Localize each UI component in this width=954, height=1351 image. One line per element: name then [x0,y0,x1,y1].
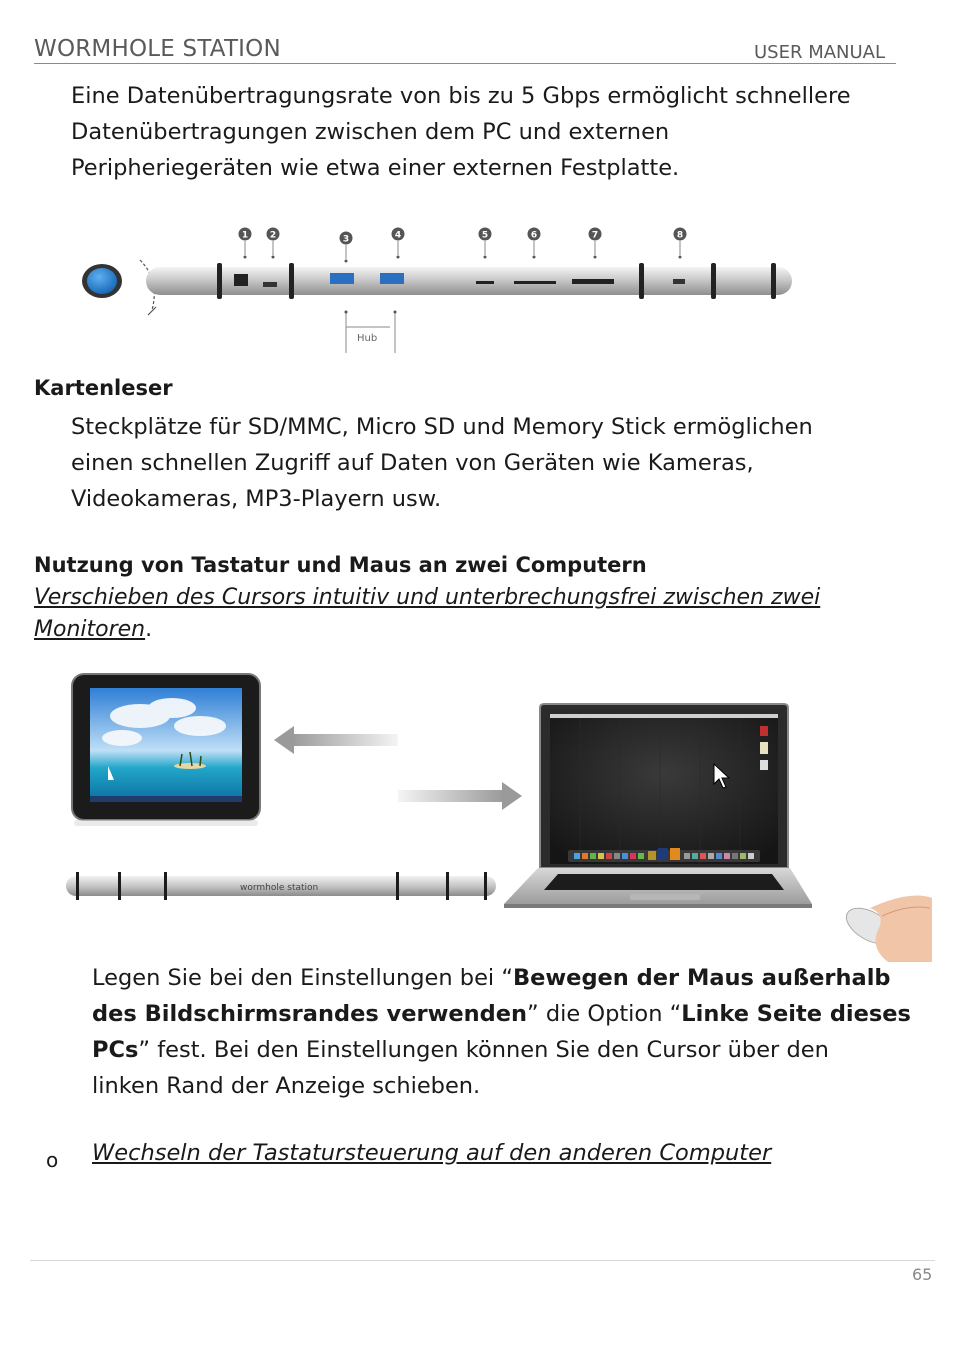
kvm-link-line-1: Verschieben des Cursors intuitiv und unterbrechungsfrei zwischen zwei [34,585,821,610]
card-reader-heading: Kartenleser [34,376,173,400]
tube-ring [217,263,222,299]
footer-divider [30,1260,935,1261]
usb-port [330,273,354,284]
arrow-left-icon [274,726,398,754]
intro-line-2: Datenübertragungen zwischen dem PC und externen [71,119,670,145]
usb-port [380,273,404,284]
intro-line-3: Peripheriegeräten wie etwa einer externen Festplatte. [71,155,680,181]
instruction-bold-3: Linke Seite dieses [681,1001,911,1027]
kvm-link-period: . [145,617,153,642]
arrow-right-icon [398,782,522,810]
kvm-link-text: Monitoren [34,617,146,642]
instruction-text-2: ” die Option “ [527,1001,682,1027]
kvm-link-line-2 [34,614,152,646]
callout-2: 2 [269,230,277,241]
instruction-bold-2: des Bildschirmsrandes verwenden [92,1001,528,1027]
cable-label: wormhole station [240,883,319,893]
callout-7: 7 [591,230,599,241]
sd-slot [572,279,614,284]
micro-sd-slot [514,281,556,284]
callout-1: 1 [241,230,249,241]
laptop-device [504,704,812,908]
callout-5: 5 [481,230,489,241]
mini-usb-port [673,279,685,284]
keyboard-switch-link: Wechseln der Tastatursteuerung auf den anderen Computer [92,1140,772,1166]
instruction-text-1: Legen Sie bei den Einstellungen bei “ [92,965,513,991]
tablet-device [72,674,260,826]
list-bullet: o [46,1148,59,1172]
card-reader-line-3: Videokameras, MP3-Playern usw. [71,486,442,512]
instruction-text-3: ” fest. Bei den Einstellungen können Sie den Cursor über den [138,1037,829,1063]
memory-stick-slot [476,281,494,284]
intro-line-1: Eine Datenübertragungsrate von bis zu 5 Gbps ermöglicht schnellere [71,83,851,109]
kvm-illustration [60,668,935,964]
card-reader-paragraph [71,409,813,517]
callout-8: 8 [676,230,684,241]
callout-3: 3 [342,234,350,245]
kvm-heading: Nutzung von Tastatur und Maus an zwei Computern [34,553,647,577]
instruction-bold-1: Bewegen der Maus außerhalb [512,965,891,991]
page-number: 65 [912,1265,933,1284]
header-divider [34,63,896,64]
document-title: WORMHOLE STATION [34,36,281,62]
instruction-paragraph [92,960,932,1104]
callout-6: 6 [530,230,538,241]
tube-ring [639,263,644,299]
dc-port [234,274,248,286]
callout-4: 4 [394,230,402,241]
power-knob-face [87,268,117,294]
tube-ring [771,263,776,299]
hub-label: Hub [357,333,378,344]
port-diagram [60,215,820,365]
tube-ring [711,263,716,299]
document-section: USER MANUAL [754,42,886,63]
intro-paragraph [71,78,851,186]
instruction-text-4: linken Rand der Anzeige schieben. [92,1073,481,1099]
instruction-bold-4: PCs [92,1037,139,1063]
card-reader-line-1: Steckplätze für SD/MMC, Micro SD und Memory Stick ermöglichen [71,414,813,440]
tube-ring [289,263,294,299]
card-reader-line-2: einen schnellen Zugriff auf Daten von Geräten wie Kameras, [71,450,754,476]
wormhole-cable [66,872,496,900]
mini-usb-port [263,282,277,287]
mouse-hand [840,896,932,962]
